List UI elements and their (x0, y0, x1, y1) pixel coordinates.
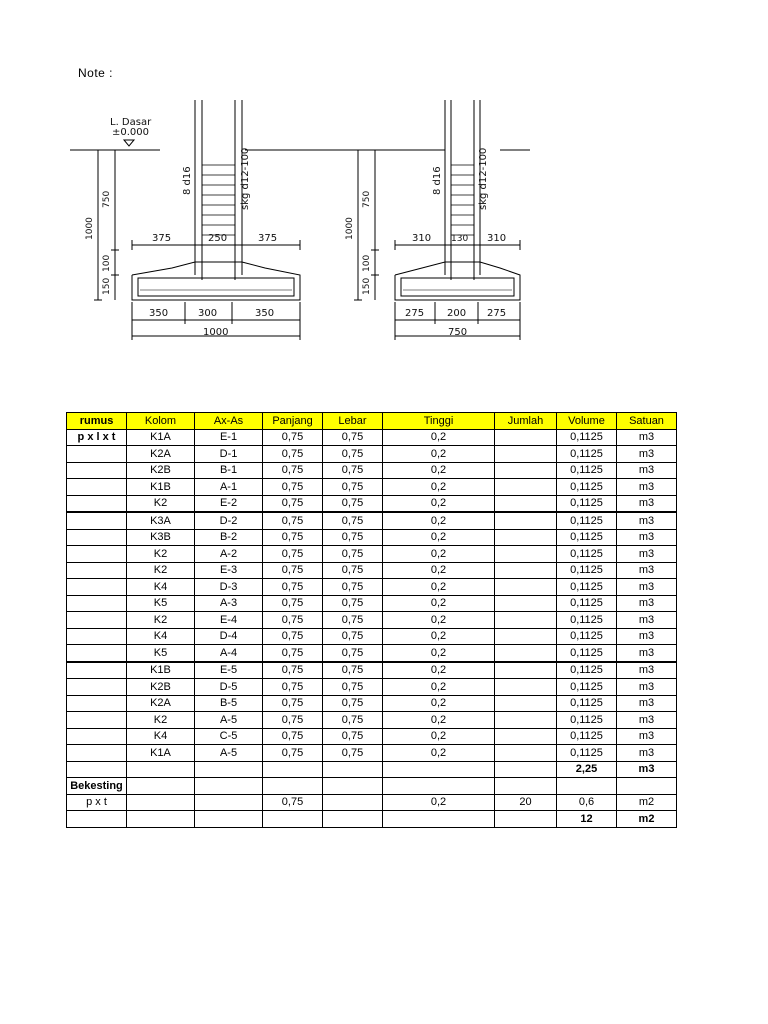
row-jumlah (495, 612, 557, 629)
bekesting-formula: p x t (67, 794, 127, 811)
row-panjang: 0,75 (263, 745, 323, 762)
table-body (67, 429, 677, 761)
volume-table (66, 412, 677, 828)
left-dim-750: 750 (102, 190, 112, 208)
table-row (67, 745, 677, 762)
row-panjang: 0,75 (263, 728, 323, 745)
row-kolom: K2 (127, 495, 195, 512)
row-ax-as: E-5 (195, 662, 263, 679)
row-lebar: 0,75 (323, 712, 383, 729)
right-bot-mid: 200 (447, 308, 467, 319)
level-value: ±0.000 (112, 127, 150, 138)
header-satuan: Satuan (617, 413, 677, 430)
bekesting-panjang: 0,75 (263, 794, 323, 811)
row-volume: 0,1125 (557, 728, 617, 745)
left-bot-mid: 300 (198, 308, 218, 319)
row-satuan: m3 (617, 628, 677, 645)
row-panjang: 0,75 (263, 479, 323, 496)
row-lebar: 0,75 (323, 595, 383, 612)
row-jumlah (495, 462, 557, 479)
row-panjang: 0,75 (263, 662, 323, 679)
row-tinggi: 0,2 (383, 562, 495, 579)
row-jumlah (495, 562, 557, 579)
row-formula (67, 645, 127, 662)
row-ax-as: A-3 (195, 595, 263, 612)
row-lebar: 0,75 (323, 446, 383, 463)
right-dim-total: 1000 (345, 217, 355, 240)
row-tinggi: 0,2 (383, 546, 495, 563)
row-formula (67, 679, 127, 696)
left-bot-left: 350 (149, 308, 169, 319)
row-formula (67, 562, 127, 579)
row-tinggi: 0,2 (383, 512, 495, 529)
total-volume-unit: m3 (617, 761, 677, 778)
left-top-mid: 250 (208, 233, 228, 244)
row-ax-as: D-1 (195, 446, 263, 463)
row-tinggi: 0,2 (383, 728, 495, 745)
row-kolom: K2 (127, 612, 195, 629)
left-dim-total: 1000 (85, 217, 95, 240)
row-formula (67, 728, 127, 745)
row-satuan: m3 (617, 546, 677, 563)
row-lebar: 0,75 (323, 562, 383, 579)
row-lebar: 0,75 (323, 579, 383, 596)
row-ax-as: B-5 (195, 695, 263, 712)
row-tinggi: 0,2 (383, 446, 495, 463)
row-ax-as: B-1 (195, 462, 263, 479)
row-kolom: K5 (127, 595, 195, 612)
row-volume: 0,1125 (557, 645, 617, 662)
row-satuan: m3 (617, 662, 677, 679)
table-row (67, 712, 677, 729)
row-tinggi: 0,2 (383, 628, 495, 645)
right-dim-150: 150 (362, 277, 372, 295)
row-ax-as: E-1 (195, 429, 263, 446)
bekesting-total-unit: m2 (617, 811, 677, 828)
right-dim-750: 750 (362, 190, 372, 208)
table-row (67, 546, 677, 563)
row-jumlah (495, 695, 557, 712)
left-stirrup-label: skg d12-100 (240, 147, 251, 210)
row-volume: 0,1125 (557, 579, 617, 596)
left-top-right: 375 (258, 233, 278, 244)
header-volume: Volume (557, 413, 617, 430)
header-ax-as: Ax-As (195, 413, 263, 430)
row-satuan: m3 (617, 495, 677, 512)
table-row (67, 679, 677, 696)
left-top-left: 375 (152, 233, 172, 244)
row-panjang: 0,75 (263, 529, 323, 546)
row-volume: 0,1125 (557, 529, 617, 546)
row-tinggi: 0,2 (383, 645, 495, 662)
table-header-row (67, 413, 677, 430)
row-lebar: 0,75 (323, 546, 383, 563)
bekesting-label-row (67, 778, 677, 795)
row-formula (67, 595, 127, 612)
table-row (67, 479, 677, 496)
row-lebar: 0,75 (323, 662, 383, 679)
left-bot-right: 350 (255, 308, 275, 319)
header-lebar: Lebar (323, 413, 383, 430)
table-row (67, 446, 677, 463)
row-formula (67, 712, 127, 729)
row-jumlah (495, 595, 557, 612)
row-satuan: m3 (617, 446, 677, 463)
right-bot-total: 750 (448, 327, 468, 338)
left-rebar-label: 8 d16 (182, 166, 193, 195)
table-row (67, 628, 677, 645)
row-tinggi: 0,2 (383, 695, 495, 712)
row-jumlah (495, 662, 557, 679)
row-lebar: 0,75 (323, 479, 383, 496)
bekesting-label: Bekesting (67, 778, 127, 795)
row-ax-as: C-5 (195, 728, 263, 745)
row-jumlah (495, 446, 557, 463)
row-jumlah (495, 679, 557, 696)
row-jumlah (495, 728, 557, 745)
row-tinggi: 0,2 (383, 479, 495, 496)
row-volume: 0,1125 (557, 712, 617, 729)
row-kolom: K5 (127, 645, 195, 662)
row-volume: 0,1125 (557, 612, 617, 629)
row-kolom: K3B (127, 529, 195, 546)
row-volume: 0,1125 (557, 662, 617, 679)
row-formula (67, 479, 127, 496)
row-tinggi: 0,2 (383, 679, 495, 696)
table-row (67, 495, 677, 512)
level-label: L. Dasar (110, 117, 152, 128)
row-tinggi: 0,2 (383, 595, 495, 612)
row-ax-as: E-2 (195, 495, 263, 512)
row-jumlah (495, 529, 557, 546)
bekesting-total-row (67, 811, 677, 828)
row-kolom: K3A (127, 512, 195, 529)
row-panjang: 0,75 (263, 495, 323, 512)
row-panjang: 0,75 (263, 712, 323, 729)
table-row (67, 529, 677, 546)
header-kolom: Kolom (127, 413, 195, 430)
footing-drawing (60, 90, 540, 360)
row-lebar: 0,75 (323, 512, 383, 529)
table-row (67, 662, 677, 679)
row-volume: 0,1125 (557, 745, 617, 762)
row-satuan: m3 (617, 529, 677, 546)
row-kolom: K4 (127, 628, 195, 645)
row-kolom: K2A (127, 695, 195, 712)
row-volume: 0,1125 (557, 595, 617, 612)
row-jumlah (495, 628, 557, 645)
row-ax-as: A-1 (195, 479, 263, 496)
row-ax-as: A-5 (195, 712, 263, 729)
row-lebar: 0,75 (323, 612, 383, 629)
row-tinggi: 0,2 (383, 712, 495, 729)
table-row (67, 579, 677, 596)
row-jumlah (495, 579, 557, 596)
row-ax-as: D-4 (195, 628, 263, 645)
row-ax-as: A-2 (195, 546, 263, 563)
row-kolom: K2B (127, 462, 195, 479)
row-formula (67, 745, 127, 762)
row-ax-as: D-2 (195, 512, 263, 529)
right-rebar-label: 8 d16 (432, 166, 443, 195)
row-kolom: K2A (127, 446, 195, 463)
row-kolom: K1B (127, 662, 195, 679)
row-satuan: m3 (617, 429, 677, 446)
row-volume: 0,1125 (557, 446, 617, 463)
note-label: Note : (78, 66, 114, 80)
right-top-mid: 130 (451, 234, 469, 244)
table-row (67, 595, 677, 612)
row-formula (67, 512, 127, 529)
row-satuan: m3 (617, 679, 677, 696)
row-volume: 0,1125 (557, 512, 617, 529)
row-kolom: K2 (127, 562, 195, 579)
row-panjang: 0,75 (263, 562, 323, 579)
row-satuan: m3 (617, 728, 677, 745)
row-tinggi: 0,2 (383, 495, 495, 512)
row-panjang: 0,75 (263, 512, 323, 529)
row-satuan: m3 (617, 512, 677, 529)
row-volume: 0,1125 (557, 562, 617, 579)
row-formula (67, 628, 127, 645)
table-row (67, 645, 677, 662)
row-jumlah (495, 512, 557, 529)
row-formula (67, 529, 127, 546)
row-formula (67, 495, 127, 512)
row-tinggi: 0,2 (383, 462, 495, 479)
row-formula (67, 446, 127, 463)
row-panjang: 0,75 (263, 429, 323, 446)
row-jumlah (495, 745, 557, 762)
row-kolom: K1B (127, 479, 195, 496)
row-lebar: 0,75 (323, 728, 383, 745)
row-satuan: m3 (617, 695, 677, 712)
row-volume: 0,1125 (557, 429, 617, 446)
row-tinggi: 0,2 (383, 662, 495, 679)
row-volume: 0,1125 (557, 479, 617, 496)
row-panjang: 0,75 (263, 645, 323, 662)
row-ax-as: A-5 (195, 745, 263, 762)
row-tinggi: 0,2 (383, 579, 495, 596)
row-tinggi: 0,2 (383, 745, 495, 762)
row-volume: 0,1125 (557, 679, 617, 696)
row-jumlah (495, 495, 557, 512)
row-panjang: 0,75 (263, 695, 323, 712)
left-dim-150: 150 (102, 277, 112, 295)
row-panjang: 0,75 (263, 579, 323, 596)
row-lebar: 0,75 (323, 695, 383, 712)
table-row (67, 612, 677, 629)
row-satuan: m3 (617, 595, 677, 612)
row-volume: 0,1125 (557, 695, 617, 712)
row-panjang: 0,75 (263, 546, 323, 563)
row-ax-as: B-2 (195, 529, 263, 546)
row-volume: 0,1125 (557, 546, 617, 563)
right-bot-left: 275 (405, 308, 425, 319)
bekesting-row (67, 794, 677, 811)
row-lebar: 0,75 (323, 628, 383, 645)
row-kolom: K1A (127, 429, 195, 446)
row-tinggi: 0,2 (383, 612, 495, 629)
row-kolom: K2 (127, 546, 195, 563)
row-lebar: 0,75 (323, 529, 383, 546)
row-panjang: 0,75 (263, 628, 323, 645)
row-satuan: m3 (617, 712, 677, 729)
row-formula (67, 462, 127, 479)
row-ax-as: A-4 (195, 645, 263, 662)
row-volume: 0,1125 (557, 628, 617, 645)
row-satuan: m3 (617, 579, 677, 596)
table-row (67, 562, 677, 579)
row-panjang: 0,75 (263, 612, 323, 629)
row-jumlah (495, 645, 557, 662)
row-panjang: 0,75 (263, 462, 323, 479)
row-lebar: 0,75 (323, 745, 383, 762)
left-dim-100: 100 (102, 254, 112, 272)
row-lebar: 0,75 (323, 645, 383, 662)
row-panjang: 0,75 (263, 679, 323, 696)
right-top-right: 310 (487, 233, 507, 244)
right-bot-right: 275 (487, 308, 507, 319)
table-row (67, 462, 677, 479)
row-satuan: m3 (617, 745, 677, 762)
row-formula (67, 662, 127, 679)
row-ax-as: E-3 (195, 562, 263, 579)
row-formula (67, 612, 127, 629)
row-jumlah (495, 712, 557, 729)
right-dim-100: 100 (362, 254, 372, 272)
row-lebar: 0,75 (323, 495, 383, 512)
row-satuan: m3 (617, 562, 677, 579)
row-jumlah (495, 546, 557, 563)
row-formula (67, 546, 127, 563)
row-tinggi: 0,2 (383, 529, 495, 546)
row-tinggi: 0,2 (383, 429, 495, 446)
bekesting-jumlah: 20 (495, 794, 557, 811)
row-satuan: m3 (617, 479, 677, 496)
row-formula (67, 695, 127, 712)
header-panjang: Panjang (263, 413, 323, 430)
right-top-left: 310 (412, 233, 432, 244)
bekesting-tinggi: 0,2 (383, 794, 495, 811)
left-bot-total: 1000 (203, 327, 229, 338)
right-stirrup-label: skg d12-100 (478, 147, 489, 210)
row-satuan: m3 (617, 645, 677, 662)
row-kolom: K2 (127, 712, 195, 729)
header-tinggi: Tinggi (383, 413, 495, 430)
row-lebar: 0,75 (323, 462, 383, 479)
row-ax-as: D-5 (195, 679, 263, 696)
header-jumlah: Jumlah (495, 413, 557, 430)
table-row (67, 429, 677, 446)
row-lebar: 0,75 (323, 679, 383, 696)
row-jumlah (495, 479, 557, 496)
bekesting-volume: 0,6 (557, 794, 617, 811)
row-ax-as: D-3 (195, 579, 263, 596)
table-row (67, 728, 677, 745)
header-rumus: rumus (67, 413, 127, 430)
total-volume: 2,25 (557, 761, 617, 778)
row-kolom: K4 (127, 579, 195, 596)
row-satuan: m3 (617, 612, 677, 629)
row-volume: 0,1125 (557, 495, 617, 512)
row-volume: 0,1125 (557, 462, 617, 479)
total-volume-row (67, 761, 677, 778)
table-row (67, 695, 677, 712)
row-kolom: K4 (127, 728, 195, 745)
row-formula: p x l x t (67, 429, 127, 446)
bekesting-unit: m2 (617, 794, 677, 811)
row-kolom: K1A (127, 745, 195, 762)
row-jumlah (495, 429, 557, 446)
row-panjang: 0,75 (263, 595, 323, 612)
row-kolom: K2B (127, 679, 195, 696)
row-formula (67, 579, 127, 596)
row-lebar: 0,75 (323, 429, 383, 446)
row-ax-as: E-4 (195, 612, 263, 629)
row-satuan: m3 (617, 462, 677, 479)
table-row (67, 512, 677, 529)
bekesting-total: 12 (557, 811, 617, 828)
row-panjang: 0,75 (263, 446, 323, 463)
